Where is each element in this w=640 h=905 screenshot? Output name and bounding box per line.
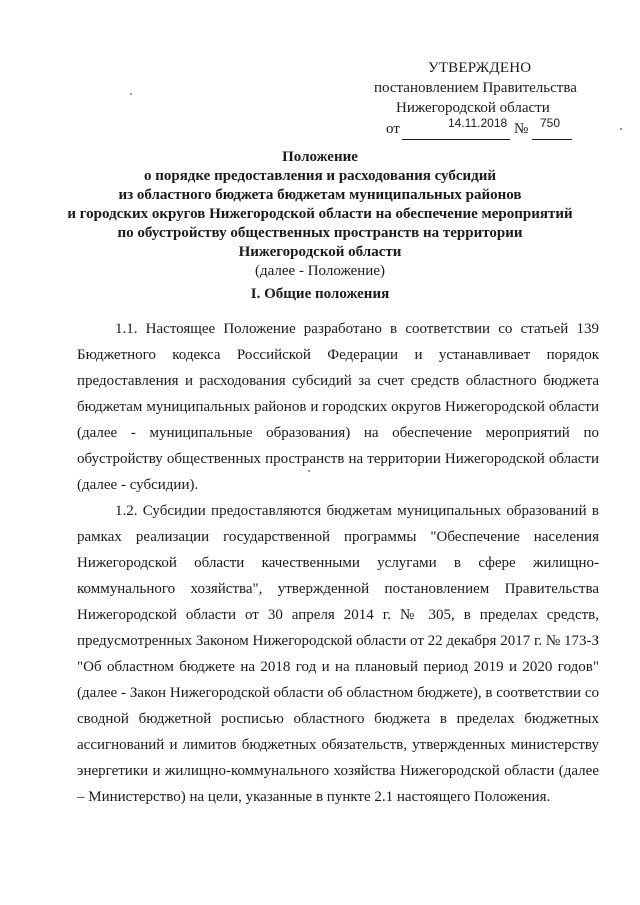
paragraph-1-2: 1.2. Субсидии предоставляются бюджетам муниципальных образований в рамках реализации государственной программы "Обеспечение населения Нижегородской области качественными услугами в сфере жилищно-коммунального хозяйства", утвержденной постановлением Правительства Нижегородской области от 30 апреля 2014 г. № 305, в пределах средств, предусмотренных Законом Нижегородской области от 22 декабря 2017 г. № 173-З "Об областном бюджете на 2018 год и на плановый период 2019 и 2020 годов" (далее - Закон Нижегородской области об областном бюджете), в соответствии со сводной бюджетной росписью областного бюджета в пределах бюджетных ассигнований и лимитов бюджетных обязательств, утвержденных министерству энергетики и жилищно-коммунального хозяйства Нижегородской области (далее – Министерство) на цели, указанные в пункте 2.1 настоящего Положения. [77, 503, 599, 805]
title-abbrev: (далее - Положение) [255, 263, 385, 279]
section-heading: I. Общие положения [250, 286, 390, 302]
document-title [60, 148, 580, 281]
approval-number: 750 [540, 116, 561, 130]
scan-speck [308, 470, 310, 472]
number-label: № [514, 121, 529, 137]
from-label: от [386, 121, 400, 137]
paragraph-1-1: 1.1. Настоящее Положение разработано в соответствии со статьей 139 Бюджетного кодекса Российской Федерации и устанавливает порядок предоставления и расходования субсидий за счет средств областного бюджета бюджетам муниципальных районов и городских округов Нижегородской области (далее - муниципальные образования) на обеспечение мероприятий по обустройству общественных пространств на территории Нижегородской области (далее - субсидии). [77, 321, 599, 493]
approval-date-row [360, 116, 600, 141]
title-line-6: Нижегородской области [238, 244, 402, 260]
approval-region: Нижегородской области [396, 100, 550, 116]
title-line-3: из областного бюджета бюджетам муниципальных районов [118, 187, 522, 203]
scan-speck [130, 93, 132, 95]
title-line-4: и городских округов Нижегородской области на обеспечение мероприятий [67, 206, 573, 222]
title-line-1: Положение [282, 149, 358, 165]
approval-date: 14.11.2018 [448, 116, 508, 130]
title-line-2: о порядке предоставления и расходования субсидий [143, 168, 497, 184]
body-text [77, 316, 599, 810]
approval-issuer: постановлением Правительства [374, 80, 577, 96]
approval-block [360, 58, 600, 141]
title-line-5: по обустройству общественных пространств на территории [117, 225, 523, 241]
approval-stamp: УТВЕРЖДЕНО [428, 60, 532, 76]
scan-speck [620, 128, 622, 130]
